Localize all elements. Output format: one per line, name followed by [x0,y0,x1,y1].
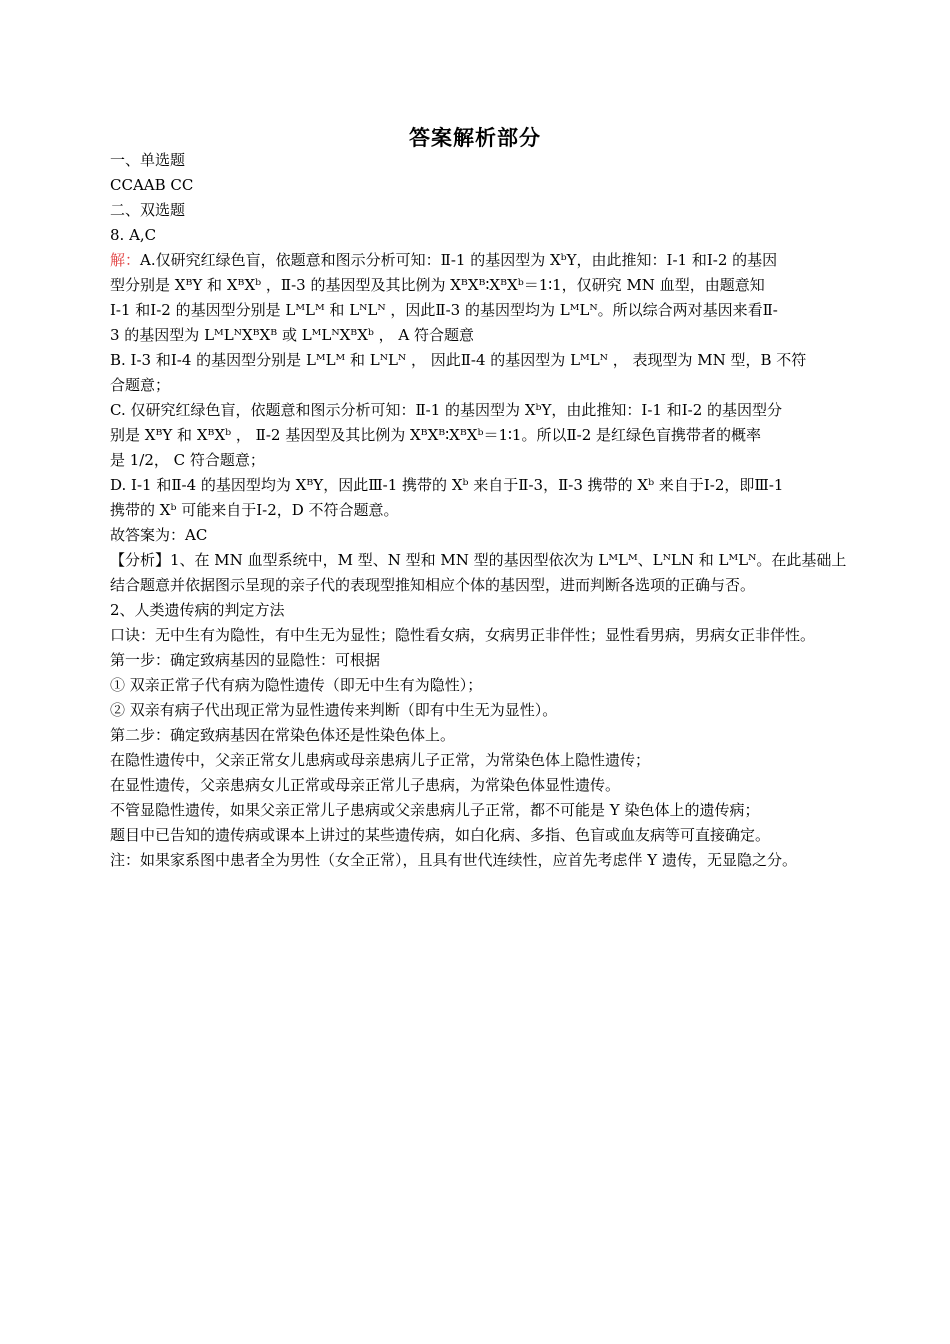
text-line: B. Ⅰ-3 和Ⅰ-4 的基因型分别是 LᴹLᴹ 和 LᴺLᴺ ， 因此Ⅱ-4 的基因型为 LᴹLᴺ ， 表现型为 MN 型，B 不符 [110,351,807,369]
text-line: 第二步：确定致病基因在常染色体还是性染色体上。 [110,726,456,744]
text-line: 一、单选题 [110,151,186,169]
text-line: ② 双亲有病子代出现正常为显性遗传来判断（即有中生无为显性）。 [110,701,558,719]
text-line: 2、人类遗传病的判定方法 [110,601,285,619]
analysis-label: 解： [110,251,141,269]
text-line: C. 仅研究红绿色盲，依题意和图示分析可知：Ⅱ-1 的基因型为 XᵇY，由此推知：Ⅰ-1 和Ⅰ-2 的基因型分 [110,401,783,419]
text-line: Ⅰ-1 和Ⅰ-2 的基因型分别是 LᴹLᴹ 和 LᴺLᴺ ，因此Ⅱ-3 的基因型均为 LᴹLᴺ。所以综合两对基因来看Ⅱ- [110,301,778,319]
text-line: 口诀：无中生有为隐性，有中生无为显性；隐性看女病，女病男正非伴性；显性看男病，男病女正非伴性。 [110,626,816,644]
text-line: 3 的基因型为 LᴹLᴺXᴮXᴮ 或 LᴹLᴺXᴮXᵇ ， A 符合题意 [110,326,475,344]
text-line: 第一步：确定致病基因的显隐性：可根据 [110,651,381,669]
page-title: 答案解析部分 [409,125,541,150]
analysis-text: A.仅研究红绿色盲，依题意和图示分析可知：Ⅱ-1 的基因型为 XᵇY，由此推知：Ⅰ-1 和Ⅰ-2 的基因 [140,251,778,269]
text-line: 【分析】1、在 MN 血型系统中，M 型、N 型和 MN 型的基因型依次为 LᴹLᴹ、LᴺLN 和 LᴹLᴺ。在此基础上 [110,551,847,569]
text-line: 题目中已告知的遗传病或课本上讲过的某些遗传病，如白化病、多指、色盲或血友病等可直接确定。 [110,826,771,844]
analysis-line [110,248,850,273]
text-line: CCAAB CC [110,176,194,194]
text-line: 别是 XᴮY 和 XᴮXᵇ ， Ⅱ-2 基因型及其比例为 XᴮXᴮ∶XᴮXᵇ＝1∶1。所以Ⅱ-2 是红绿色盲携带者的概率 [110,426,762,444]
text-line: 结合题意并依据图示呈现的亲子代的表现型推知相应个体的基因型，进而判断各选项的正确与否。 [110,576,756,594]
text-line: 注：如果家系图中患者全为男性（女全正常），且具有世代连续性，应首先考虑伴 Y 遗传，无显隐之分。 [110,851,797,869]
text-line: 不管显隐性遗传，如果父亲正常儿子患病或父亲患病儿子正常，都不可能是 Y 染色体上的遗传病； [110,801,760,819]
text-line: D. Ⅰ-1 和Ⅱ-4 的基因型均为 XᴮY，因此Ⅲ-1 携带的 Xᵇ 来自于Ⅱ-3，Ⅱ-3 携带的 Xᵇ 来自于Ⅰ-2，即Ⅲ-1 [110,476,784,494]
text-line: 在显性遗传，父亲患病女儿正常或母亲正常儿子患病，为常染色体显性遗传。 [110,776,621,794]
text-line: 在隐性遗传中，父亲正常女儿患病或母亲患病儿子正常，为常染色体上隐性遗传； [110,751,651,769]
text-line: 8. A,C [110,226,157,244]
text-line: 型分别是 XᴮY 和 XᴮXᵇ ，Ⅱ-3 的基因型及其比例为 XᴮXᴮ∶XᴮXᵇ＝1∶1，仅研究 MN 血型，由题意知 [110,276,765,294]
text-line: ① 双亲正常子代有病为隐性遗传（即无中生有为隐性）； [110,676,483,694]
text-line: 故答案为：AC [110,526,208,544]
text-line: 是 1/2， C 符合题意； [110,451,265,469]
text-line: 合题意； [110,376,171,394]
text-line: 携带的 Xᵇ 可能来自于Ⅰ-2，D 不符合题意。 [110,501,399,519]
text-line: 二、双选题 [110,201,186,219]
